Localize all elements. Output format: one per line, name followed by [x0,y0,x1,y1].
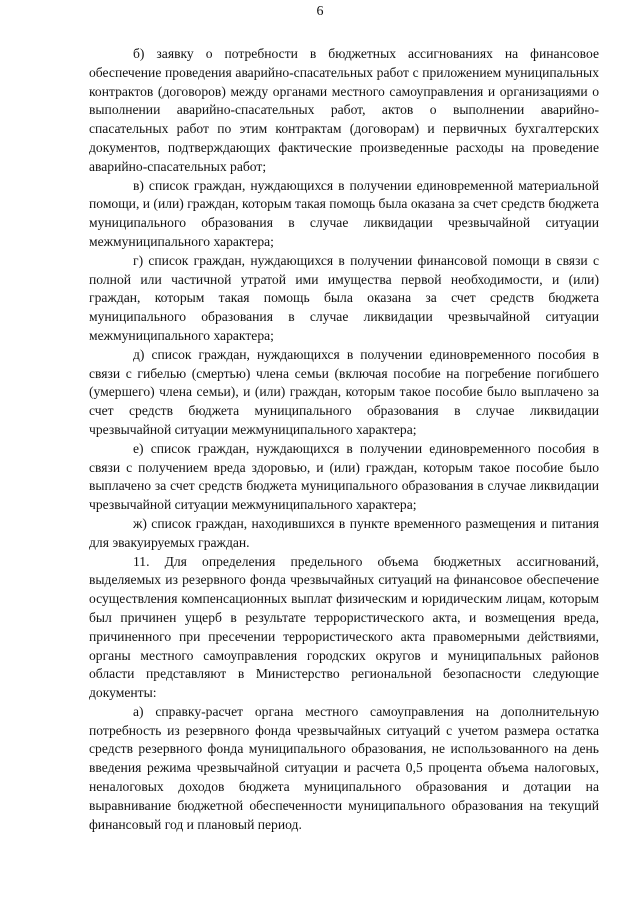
paragraph-g-financial-aid-list: г) список граждан, нуждающихся в получении финансовой помощи в связи с полной или частичной утратой ими имущества первой необходимости, и (или) граждан, которым такая помощь была оказана за счет средств бюджета муниципального образования в случае ликвидации чрезвычайной ситуации межмуниципального характера; [89,252,599,343]
paragraph-v-material-aid-list: в) список граждан, нуждающихся в получении единовременной материальной помощи, и (или) граждан, которым такая помощь была оказана за счет средств бюджета муниципального образования в случае ликвидации чрезвычайной ситуации межмуниципального характера; [89,177,600,249]
paragraph-e-health-damage-list: е) список граждан, нуждающихся в получении единовременного пособия в связи с получением вреда здоровью, и (или) граждан, которым такое пособие было выплачено за счет средств бюджета муниципального образования в случае ликвидации чрезвычайной ситуации межмуниципального характера; [89,440,599,513]
paragraph-b-application-request: б) заявку о потребности в бюджетных ассигнованиях на финансовое обеспечение проведения аварийно-спасательных работ с приложением муниципальных контрактов (договоров) между органами местного самоуправления и организациями о выполнении аварийно-спасательных работ, актов о выполнении аварийно-спасательных работ по этим контрактам (договорам) и первичных бухгалтерских документов, подтверждающих фактические произведенные расходы на проведение аварийно-спасательных работ; [89,46,599,174]
paragraph-11-terrorism-compensation: 11. Для определения предельного объема бюджетных ассигнований, выделяемых из резервного фонда чрезвычайных ситуаций на финансовое обеспечение осуществления компенсационных выплат физическим и юридическим лицам, которым был причинен ущерб в результате террористического акта, и возмещения вреда, причиненного при пресечении террористического акта правомерными действиями, органы местного самоуправления городских округов и муниципальных районов области представляют в Министерство региональной безопасности следующие документы: [89,553,599,701]
page-number: 6 [316,4,324,19]
document-body [89,45,599,834]
paragraph-zh-evacuee-list: ж) список граждан, находившихся в пункте временного размещения и питания для эвакуируемых граждан. [89,515,599,550]
paragraph-d-death-benefit-list: д) список граждан, нуждающихся в получении единовременного пособия в связи с гибелью (смертью) члена семьи (включая пособие на погребение погибшего (умершего) члена семьи), и (или) граждан, которым такое пособие было выплачено за счет средств бюджета муниципального образования в случае ликвидации чрезвычайной ситуации межмуниципального характера; [89,346,599,437]
paragraph-a-calculation-certificate: а) справку-расчет органа местного самоуправления на дополнительную потребность из резервного фонда чрезвычайных ситуаций с учетом размера остатка средств резервного фонда муниципального образования, не использованного на день введения режима чрезвычайной ситуации и расчета 0,5 процента объема налоговых, неналоговых доходов бюджета муниципального образования и дотации на выравнивание бюджетной обеспеченности муниципального образования на текущий финансовый год и плановый период. [89,703,599,832]
